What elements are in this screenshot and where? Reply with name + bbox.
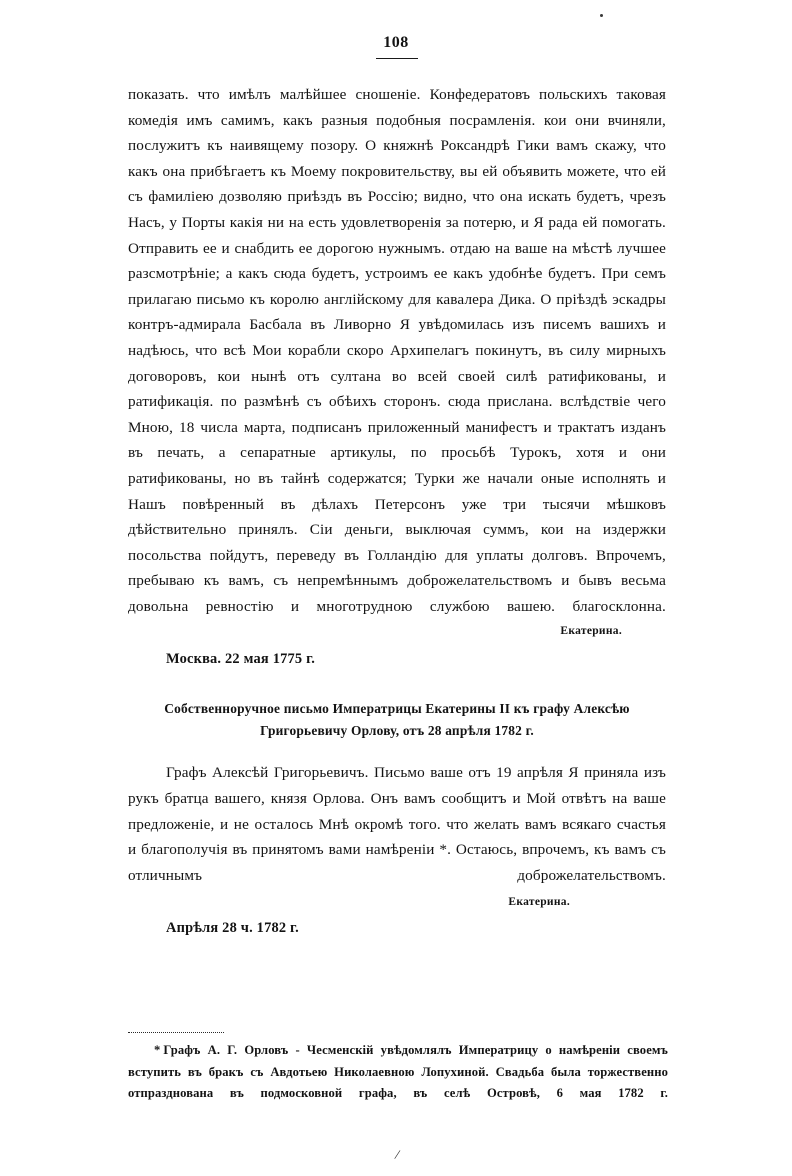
letter-two-date: Апрѣля 28 ч. 1782 г. bbox=[166, 920, 299, 937]
letter-two-signature: Екатерина. bbox=[508, 896, 570, 909]
footnote-text: Графъ А. Г. Орловъ - Чесменскій увѣдомлялъ Императрицу о намѣреніи своемъ вступить въ бракъ съ Авдотьею Николаевною Лопухиной. Свадьба была торжественно отпразднована въ подмосковной графа, въ селѣ Островѣ, 6 мая 1782 г. bbox=[128, 1043, 668, 1100]
letter-one-paragraph: показать. что имѣлъ малѣйшее сношеніе. Конфедератовъ польскихъ таковая комедія имъ самимъ, какъ разныя подобныя посрамленія. кои они вчиняли, послужитъ къ наивящему позору. О княжнѣ Роксандрѣ Гики вамъ скажу, что какъ она прибѣгаетъ къ Моему покровительству, вы ей объявить можете, что ей съ фамиліею дозволяю приѣздъ въ Россію; видно, что она искать будетъ, чрезъ Насъ, у Порты какія ни на есть удовлетворенія за потерю, и Я рада ей помогать. Отправить ее и снабдить ее дорогою нужнымъ. отдаю на ваше на мѣстѣ лучшее разсмотрѣніе; а какъ сюда будетъ, устроимъ ее какъ удобнѣе будетъ. При семъ прилагаю письмо къ королю англійскому для кавалера Дика. О пріѣздѣ эскадры контръ-адмирала Басбала въ Ливорно Я увѣдомилась изъ писемъ вашихъ и надѣюсь, что всѣ Мои корабли скоро Архипелагъ покинутъ, въ силу мирныхъ договоровъ, кои нынѣ отъ султана во всей своей силѣ ратификованы, и ратификація. по размѣнѣ съ обѣихъ сторонъ. сюда прислана. вслѣдствіе чего Мною, 18 числа марта, подписанъ приложенный манифестъ и трактатъ изданъ въ печать, а сепаратные артикулы, по просьбѣ Турокъ, хотя и они ратификованы, но въ тайнѣ содержатся; Турки же начали оные исполнять и Нашъ повѣренный въ дѣлахъ Петерсонъ уже три тысячи мѣшковъ дѣйствительно принялъ. Сіи деньги, выключая суммъ, кои на издержки посольства пойдутъ, переведу въ Голландію для уплаты долговъ. Впрочемъ, пребываю къ вамъ, съ непремѣннымъ доброжелательствомъ и бывъ весьма довольна ревностію и многотрудною службою вашею. благосклонна. bbox=[128, 86, 666, 615]
section-heading bbox=[128, 698, 666, 742]
section-heading-line-1: Собственноручное письмо Императрицы Екатерины II къ графу Алексѣю bbox=[164, 701, 630, 717]
document-body bbox=[128, 82, 666, 937]
letter-one-signature: Екатерина. bbox=[560, 625, 622, 638]
bottom-page-mark: / bbox=[393, 1147, 401, 1164]
page-number-rule bbox=[376, 58, 418, 59]
footnote bbox=[128, 1040, 668, 1105]
letter-one-place-date: Москва. 22 мая 1775 г. bbox=[166, 651, 315, 668]
scan-speck bbox=[600, 14, 603, 17]
page-number: 108 bbox=[383, 34, 409, 51]
letter-two-paragraph: Графъ Алексѣй Григорьевичъ. Письмо ваше отъ 19 апрѣля Я приняла изъ рукъ братца вашего, князя Орлова. Онъ вамъ сообщитъ и Мой отвѣтъ на ваше предложеніе, и не осталось Мнѣ окромѣ того. что желать вамъ всякаго счастья и благополучія въ принятомъ вами намѣреніи *. Остаюсь, впрочемъ, къ вамъ съ отличнымъ доброжелательствомъ. bbox=[128, 764, 666, 884]
section-heading-line-2: Григорьевичу Орлову, отъ 28 апрѣля 1782 г. bbox=[260, 723, 534, 739]
letter-two-body bbox=[128, 760, 666, 888]
footnote-separator bbox=[128, 1032, 224, 1033]
footnote-marker: * bbox=[154, 1043, 161, 1057]
